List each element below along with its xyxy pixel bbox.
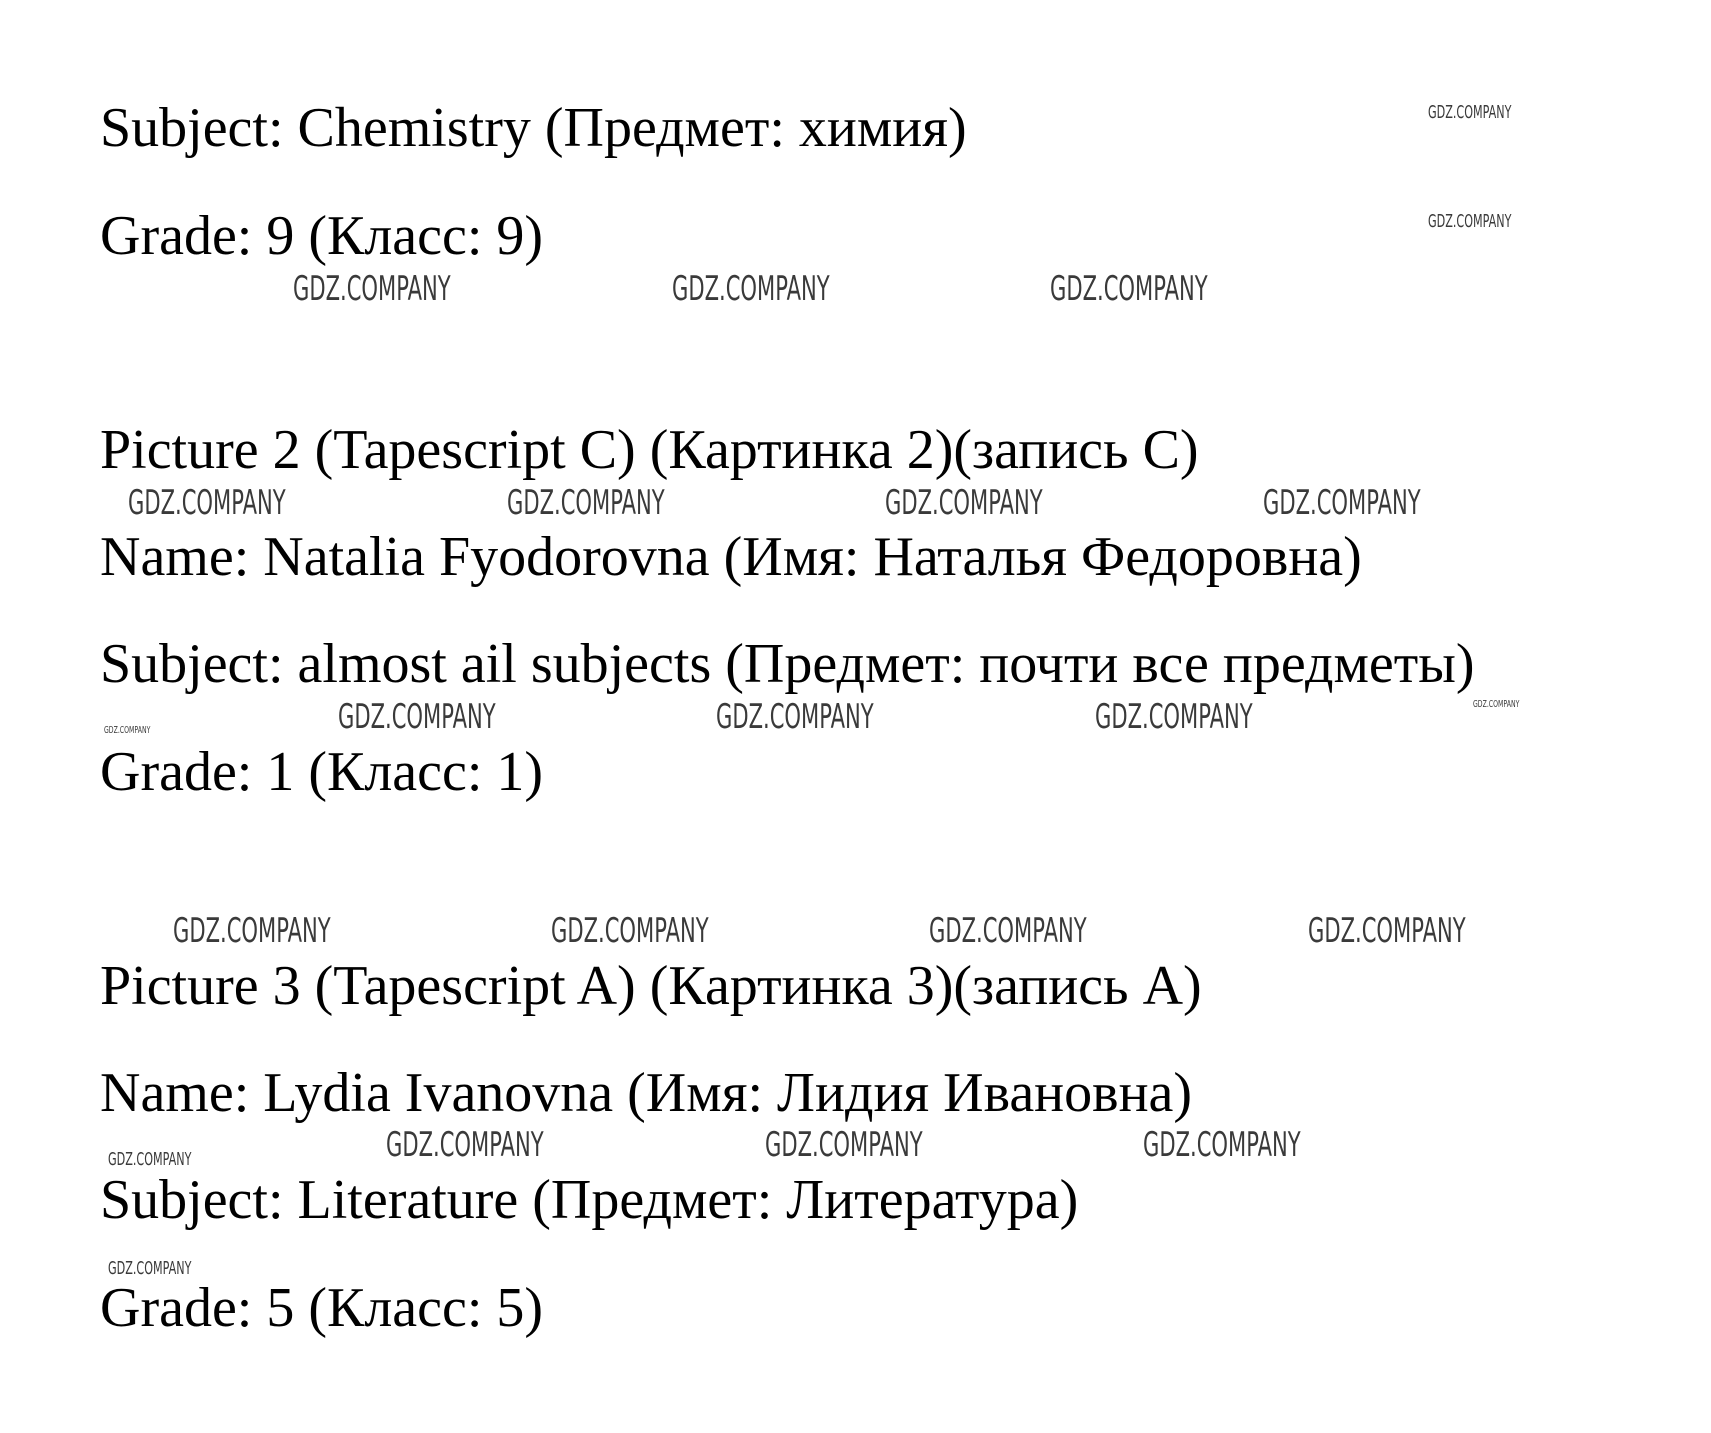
watermark: GDZ.COMPANY [108,1149,192,1170]
watermark: GDZ.COMPANY [551,911,709,951]
picture-2-heading: Picture 2 (Tapescript C) (Картинка 2)(запись С) [100,419,1199,481]
watermark: GDZ.COMPANY [128,483,286,523]
watermark: GDZ.COMPANY [507,483,665,523]
watermark: GDZ.COMPANY [173,911,331,951]
watermark: GDZ.COMPANY [1095,697,1253,737]
watermark: GDZ.COMPANY [1050,269,1208,309]
grade-line-1: Grade: 9 (Класс: 9) [100,205,544,267]
grade-line-3: Grade: 5 (Класс: 5) [100,1277,544,1339]
watermark: GDZ.COMPANY [108,1258,192,1279]
watermark: GDZ.COMPANY [672,269,830,309]
watermark: GDZ.COMPANY [338,697,496,737]
watermark: GDZ.COMPANY [104,725,151,736]
watermark: GDZ.COMPANY [1473,699,1520,710]
grade-line-2: Grade: 1 (Класс: 1) [100,741,544,803]
name-line-3: Name: Lydia Ivanovna (Имя: Лидия Ивановна) [100,1062,1193,1124]
watermark: GDZ.COMPANY [386,1125,544,1165]
name-line-2: Name: Natalia Fyodorovna (Имя: Наталья Федоровна) [100,526,1362,588]
watermark: GDZ.COMPANY [293,269,451,309]
watermark: GDZ.COMPANY [1428,211,1512,232]
watermark: GDZ.COMPANY [716,697,874,737]
watermark: GDZ.COMPANY [885,483,1043,523]
picture-3-heading: Picture 3 (Tapescript A) (Картинка 3)(запись А) [100,955,1202,1017]
subject-line-1: Subject: Chemistry (Предмет: химия) [100,97,967,159]
watermark: GDZ.COMPANY [929,911,1087,951]
subject-line-2: Subject: almost ail subjects (Предмет: почти все предметы) [100,633,1475,695]
watermark: GDZ.COMPANY [1428,102,1512,123]
watermark: GDZ.COMPANY [1263,483,1421,523]
watermark: GDZ.COMPANY [765,1125,923,1165]
watermark: GDZ.COMPANY [1143,1125,1301,1165]
watermark: GDZ.COMPANY [1308,911,1466,951]
subject-line-3: Subject: Literature (Предмет: Литература) [100,1169,1079,1231]
